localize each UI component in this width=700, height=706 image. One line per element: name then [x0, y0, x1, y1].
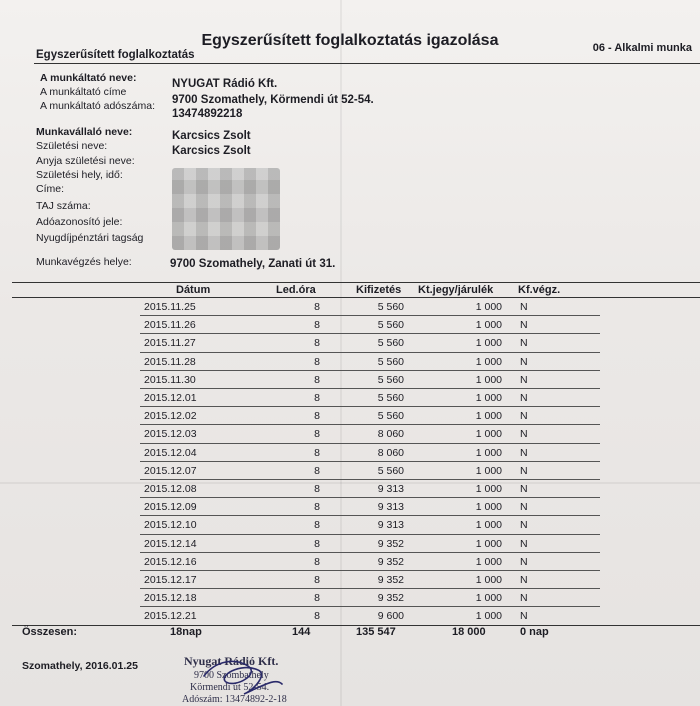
cell-contribution: 1 000	[475, 519, 502, 532]
cell-contribution: 1 000	[475, 592, 502, 605]
cell-hours: 8	[314, 355, 320, 368]
cell-pay: 5 560	[377, 373, 404, 386]
table-row	[0, 353, 700, 371]
cell-hours: 8	[314, 555, 320, 568]
cell-hours: 8	[314, 592, 320, 605]
cell-hours: 8	[314, 373, 320, 386]
cell-contribution: 1 000	[475, 392, 502, 404]
cell-hours: 8	[314, 537, 320, 550]
col-header-contribution: Kt.jegy/járulék	[418, 284, 494, 296]
cell-contribution: 1 000	[475, 555, 502, 568]
cell-hours: 8	[314, 519, 320, 532]
cell-pay: 9 352	[377, 574, 404, 586]
table-row	[0, 462, 700, 480]
cell-contribution: 1 000	[475, 337, 502, 350]
cell-end: N	[520, 592, 528, 605]
cell-date: 2015.12.01	[144, 392, 197, 404]
stamp-line: 9700 Szombathely	[194, 670, 269, 681]
cell-contribution: 1 000	[475, 373, 502, 386]
employee-name-label: Munkavállaló neve:	[36, 126, 133, 138]
employer-address-label: A munkáltató címe	[40, 86, 127, 98]
employer-name-label: A munkáltató neve:	[40, 72, 137, 84]
cell-date: 2015.12.04	[144, 446, 197, 459]
cell-hours: 8	[314, 428, 320, 441]
cell-date: 2015.11.30	[144, 373, 196, 386]
employer-address: 9700 Szomathely, Körmendi út 52-54.	[172, 94, 374, 106]
totals-contribution: 18 000	[452, 626, 486, 638]
cell-hours: 8	[314, 574, 320, 586]
cell-end: N	[520, 464, 528, 477]
cell-date: 2015.11.25	[144, 301, 196, 313]
cell-pay: 5 560	[377, 301, 404, 313]
totals-label: Összesen:	[22, 626, 78, 638]
cell-pay: 9 352	[377, 592, 404, 605]
cell-date: 2015.12.10	[144, 519, 197, 532]
cell-end: N	[520, 574, 528, 586]
cell-pay: 9 352	[377, 555, 404, 568]
cell-end: N	[520, 428, 528, 441]
cell-pay: 5 560	[377, 464, 404, 477]
cell-end: N	[520, 355, 528, 368]
totals-days: 18nap	[170, 626, 202, 638]
cell-date: 2015.12.17	[144, 574, 197, 586]
cell-end: N	[520, 446, 528, 459]
employer-name: NYUGAT Rádió Kft.	[172, 78, 278, 90]
cell-end: N	[520, 337, 528, 350]
cell-hours: 8	[314, 410, 320, 423]
cell-date: 2015.11.27	[144, 337, 196, 350]
cell-date: 2015.11.26	[144, 319, 196, 332]
cell-date: 2015.12.02	[144, 410, 197, 423]
cell-contribution: 1 000	[475, 410, 502, 423]
cell-end: N	[520, 410, 528, 423]
employee-taj-label: TAJ száma:	[36, 200, 91, 212]
stamp-line: Adószám: 13474892-2-18	[182, 694, 287, 705]
cell-pay: 9 352	[377, 537, 404, 550]
cell-end: N	[520, 501, 528, 514]
cell-end: N	[520, 392, 528, 404]
cell-contribution: 1 000	[475, 355, 502, 368]
cell-pay: 8 060	[377, 446, 404, 459]
table-row	[0, 516, 700, 534]
totals-pay: 135 547	[356, 626, 396, 638]
cell-hours: 8	[314, 319, 320, 332]
cell-date: 2015.12.16	[144, 555, 197, 568]
col-header-hours: Led.óra	[276, 284, 316, 296]
table-row	[0, 334, 700, 352]
employee-taxid-label: Adóazonosító jele:	[36, 216, 123, 228]
cell-contribution: 1 000	[475, 537, 502, 550]
cell-pay: 9 600	[377, 610, 404, 623]
cell-hours: 8	[314, 464, 320, 477]
cell-pay: 9 313	[377, 483, 404, 495]
cell-end: N	[520, 537, 528, 550]
table-row	[0, 371, 700, 389]
cell-pay: 5 560	[377, 337, 404, 350]
cell-date: 2015.11.28	[144, 355, 196, 368]
handwritten-signature	[196, 654, 286, 704]
cell-contribution: 1 000	[475, 446, 502, 459]
redacted-personal-data	[172, 168, 280, 250]
totals-end: 0 nap	[520, 626, 549, 638]
cell-end: N	[520, 555, 528, 568]
cell-pay: 9 313	[377, 519, 404, 532]
divider	[12, 282, 700, 283]
cell-pay: 5 560	[377, 319, 404, 332]
document-subheading: Egyszerűsített foglalkoztatás	[36, 49, 195, 61]
cell-hours: 8	[314, 446, 320, 459]
cell-pay: 8 060	[377, 428, 404, 441]
table-row	[0, 589, 700, 607]
employee-address-label: Címe:	[36, 183, 65, 195]
table-row	[0, 607, 700, 625]
cell-contribution: 1 000	[475, 501, 502, 514]
table-row	[0, 389, 700, 407]
place-date: Szomathely, 2016.01.25	[22, 660, 138, 672]
cell-end: N	[520, 373, 528, 386]
employer-taxnum: 13474892218	[172, 108, 243, 120]
table-row	[0, 571, 700, 589]
cell-hours: 8	[314, 501, 320, 514]
workplace-value: 9700 Szomathely, Zanati út 31.	[170, 258, 336, 270]
cell-contribution: 1 000	[475, 319, 502, 332]
table-row	[0, 407, 700, 425]
document-title: Egyszerűsített foglalkoztatás igazolása	[201, 32, 499, 49]
table-row	[0, 498, 700, 516]
cell-pay: 5 560	[377, 355, 404, 368]
employee-mother-label: Anyja születési neve:	[36, 155, 135, 167]
table-row	[0, 425, 700, 443]
cell-date: 2015.12.21	[144, 610, 197, 623]
cell-contribution: 1 000	[475, 301, 502, 313]
cell-contribution: 1 000	[475, 464, 502, 477]
cell-end: N	[520, 483, 528, 495]
cell-date: 2015.12.07	[144, 464, 197, 477]
employer-taxnum-label: A munkáltató adószáma:	[40, 100, 155, 112]
stamp-line: Körmendi út 52-54.	[190, 682, 270, 693]
divider	[34, 63, 700, 64]
cell-pay: 9 313	[377, 501, 404, 514]
cell-contribution: 1 000	[475, 610, 502, 623]
table-row	[0, 316, 700, 334]
cell-date: 2015.12.14	[144, 537, 197, 550]
cell-end: N	[520, 301, 528, 313]
cell-contribution: 1 000	[475, 574, 502, 586]
col-header-pay: Kifizetés	[356, 284, 402, 296]
table-row	[0, 444, 700, 462]
cell-contribution: 1 000	[475, 428, 502, 441]
col-header-date: Dátum	[176, 284, 211, 296]
workplace-label: Munkavégzés helye:	[36, 256, 132, 268]
cell-end: N	[520, 610, 528, 623]
cell-date: 2015.12.09	[144, 501, 197, 514]
employee-birthplace-label: Születési hely, idő:	[36, 169, 123, 181]
cell-hours: 8	[314, 337, 320, 350]
cell-hours: 8	[314, 483, 320, 495]
document-code: 06 - Alkalmi munka	[592, 42, 692, 54]
employee-birthname-label: Születési neve:	[36, 140, 108, 152]
cell-date: 2015.12.03	[144, 428, 197, 441]
cell-date: 2015.12.08	[144, 483, 197, 495]
cell-hours: 8	[314, 610, 320, 623]
cell-pay: 5 560	[377, 410, 404, 423]
cell-contribution: 1 000	[475, 483, 502, 495]
table-row	[0, 535, 700, 553]
employee-birthname: Karcsics Zsolt	[172, 145, 251, 157]
cell-end: N	[520, 319, 528, 332]
table-row	[0, 553, 700, 571]
cell-date: 2015.12.18	[144, 592, 197, 605]
cell-hours: 8	[314, 392, 320, 404]
employee-name: Karcsics Zsolt	[172, 130, 251, 142]
cell-pay: 5 560	[377, 392, 404, 404]
table-row	[0, 480, 700, 498]
totals-hours: 144	[292, 626, 311, 638]
cell-hours: 8	[314, 301, 320, 313]
stamp-line: Nyugat Rádió Kft.	[184, 654, 279, 668]
cell-end: N	[520, 519, 528, 532]
employee-pension-label: Nyugdíjpénztári tagság	[36, 232, 144, 244]
col-header-end: Kf.végz.	[518, 284, 561, 296]
table-row	[0, 298, 700, 316]
